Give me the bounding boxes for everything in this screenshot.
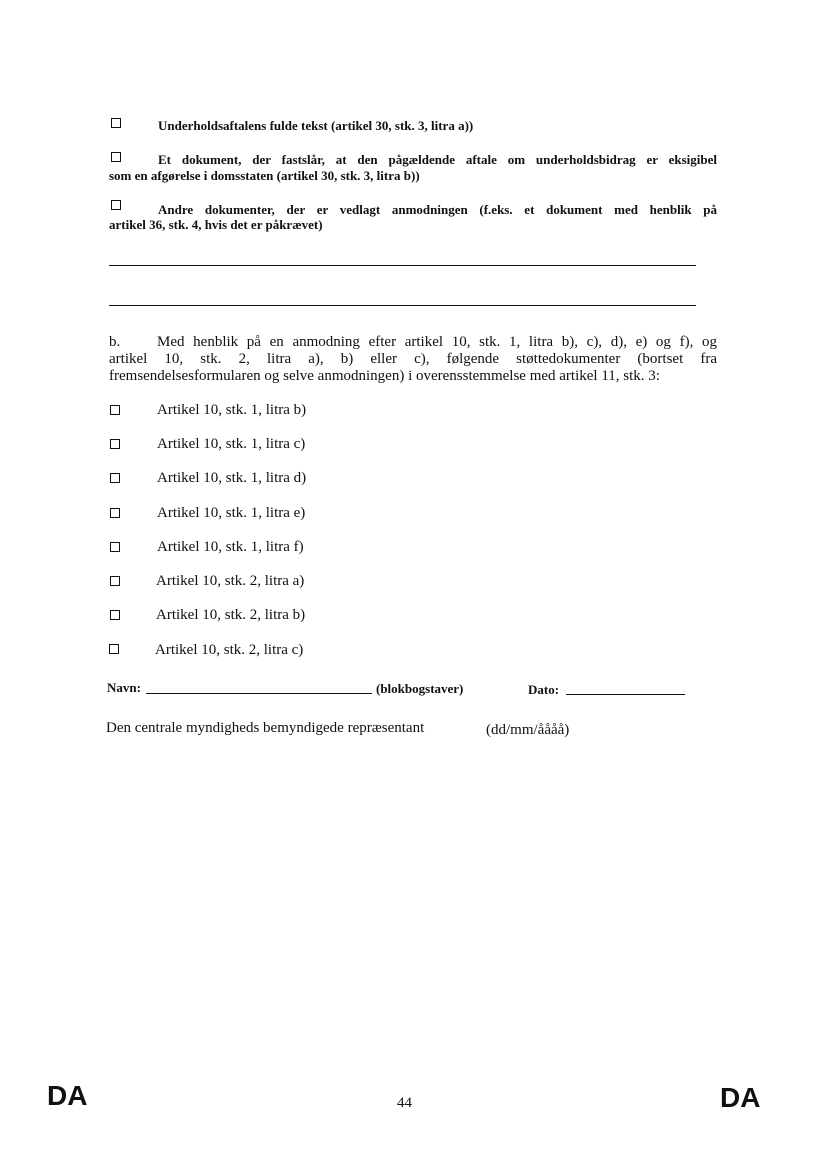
artikel-10-2-b-label: Artikel 10, stk. 2, litra b) bbox=[156, 607, 306, 623]
checkbox-underholdsaftale[interactable] bbox=[111, 118, 121, 128]
checkbox-artikel-10-1-c[interactable] bbox=[110, 439, 120, 449]
checkbox-artikel-10-2-c[interactable] bbox=[109, 644, 119, 654]
checkbox-artikel-10-1-e[interactable] bbox=[110, 508, 120, 518]
name-field[interactable] bbox=[146, 693, 372, 694]
language-code-right: DA bbox=[720, 1082, 761, 1113]
name-hint: (blokbogstaver) bbox=[376, 681, 464, 696]
artikel-10-1-c-label: Artikel 10, stk. 1, litra c) bbox=[157, 436, 306, 452]
checkbox-artikel-10-2-b[interactable] bbox=[110, 610, 120, 620]
language-code-left: DA bbox=[47, 1080, 88, 1111]
artikel-10-1-d-label: Artikel 10, stk. 1, litra d) bbox=[157, 470, 307, 486]
date-field[interactable] bbox=[566, 694, 685, 695]
artikel-10-1-e-label: Artikel 10, stk. 1, litra e) bbox=[157, 505, 306, 521]
page-number: 44 bbox=[397, 1095, 412, 1111]
artikel-10-1-b-label: Artikel 10, stk. 1, litra b) bbox=[157, 402, 307, 418]
section-b-intro-line2: artikel 10, stk. 2, litra a), b) eller c), følgende støttedokumenter (bortset fra bbox=[109, 351, 717, 367]
section-b-intro-line1: Med henblik på en anmodning efter artikel 10, stk. 1, litra b), c), d), e) og f), og bbox=[157, 334, 717, 350]
checkbox-eksigibel-dokument[interactable] bbox=[111, 152, 121, 162]
date-label: Dato: bbox=[528, 682, 560, 697]
item-eksigibel-line1: Et dokument, der fastslår, at den pågældende aftale om underholdsbidrag er eksigibel bbox=[158, 152, 717, 167]
checkbox-andre-dokumenter[interactable] bbox=[111, 200, 121, 210]
artikel-10-2-a-label: Artikel 10, stk. 2, litra a) bbox=[156, 573, 305, 589]
item-underholdsaftale-label: Underholdsaftalens fulde tekst (artikel 30, stk. 3, litra a)) bbox=[158, 118, 474, 133]
name-label: Navn: bbox=[107, 680, 141, 695]
checkbox-artikel-10-1-b[interactable] bbox=[110, 405, 120, 415]
item-andre-line2: artikel 36, stk. 4, hvis det er påkrævet) bbox=[109, 217, 323, 232]
fill-line-2[interactable] bbox=[109, 305, 696, 306]
fill-line-1[interactable] bbox=[109, 265, 696, 266]
section-b-intro-line3: fremsendelsesformularen og selve anmodningen) i overensstemmelse med artikel 11, stk. 3: bbox=[109, 368, 660, 384]
representative-label: Den centrale myndigheds bemyndigede repræsentant bbox=[106, 720, 425, 736]
date-format-hint: (dd/mm/åååå) bbox=[486, 722, 570, 738]
item-eksigibel-line2: som en afgørelse i domsstaten (artikel 30, stk. 3, litra b)) bbox=[109, 168, 420, 183]
section-b-marker: b. bbox=[109, 334, 121, 350]
artikel-10-1-f-label: Artikel 10, stk. 1, litra f) bbox=[157, 539, 304, 555]
item-andre-line1: Andre dokumenter, der er vedlagt anmodningen (f.eks. et dokument med henblik på bbox=[158, 202, 717, 217]
artikel-10-2-c-label: Artikel 10, stk. 2, litra c) bbox=[155, 642, 304, 658]
checkbox-artikel-10-1-d[interactable] bbox=[110, 473, 120, 483]
checkbox-artikel-10-2-a[interactable] bbox=[110, 576, 120, 586]
checkbox-artikel-10-1-f[interactable] bbox=[110, 542, 120, 552]
